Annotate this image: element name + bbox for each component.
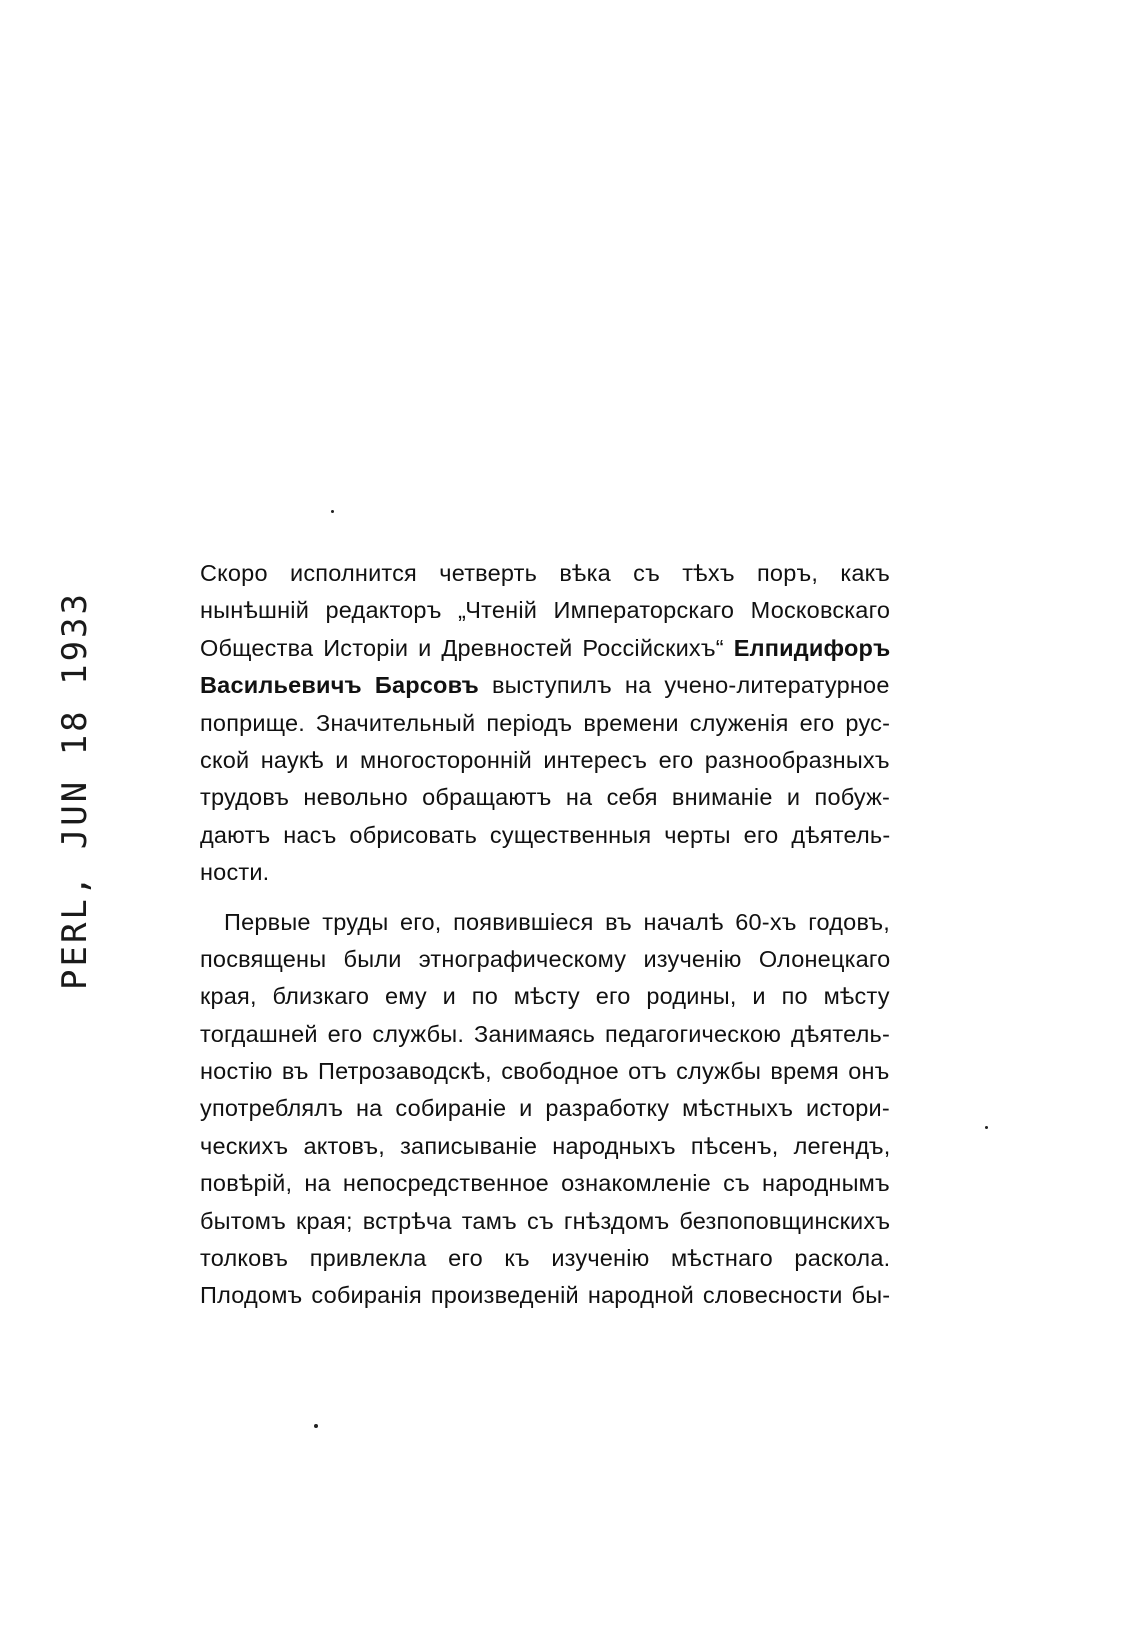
text-line (200, 592, 890, 629)
text-line (200, 1090, 890, 1127)
line-text: ческихъ актовъ, записываніе народныхъ пѣсенъ, легендъ, (200, 1132, 891, 1159)
line-text: ностію въ Петрозаводскѣ, свободное отъ службы время онъ (200, 1058, 890, 1085)
line-text: употреблялъ на собираніе и разработку мѣстныхъ истори- (200, 1095, 890, 1122)
text-line (200, 978, 890, 1015)
text-line (200, 1240, 890, 1277)
ink-speck (314, 1424, 318, 1428)
line-text: Первые труды его, появившіеся въ началѣ 60-хъ годовъ, (224, 908, 890, 935)
line-text: посвящены были этнографическому изученію Олонецкаго (200, 945, 891, 972)
ink-speck (985, 1126, 988, 1129)
line-text: тогдашней его службы. Занимаясь педагогическою дѣятель- (200, 1020, 890, 1047)
text-line (200, 705, 890, 742)
library-stamp: PERL, JUN 18 1933 (55, 591, 95, 990)
line-text: Скоро исполнится четверть вѣка съ тѣхъ поръ, какъ (200, 560, 891, 586)
text-line (200, 1277, 890, 1314)
text-line (200, 1203, 890, 1240)
ink-speck (331, 510, 334, 513)
text-line (200, 1016, 890, 1053)
text-line (200, 817, 890, 854)
line-text: толковъ привлекла его къ изученію мѣстнаго раскола. (200, 1245, 891, 1272)
body-text (200, 555, 890, 1315)
text-line (200, 1165, 890, 1202)
line-text: ности. (200, 859, 270, 886)
paragraph-1 (200, 555, 890, 892)
text-line (200, 555, 890, 592)
author-name: Васильевичъ Барсовъ (200, 672, 479, 699)
text-line (200, 1053, 890, 1090)
text-line (200, 742, 890, 779)
paragraph-gap (200, 892, 890, 904)
line-text: Плодомъ собиранія произведеній народной словесности бы- (200, 1282, 891, 1309)
line-text: нынѣшній редакторъ „Чтеній Императорскаго Московскаго (200, 597, 891, 624)
line-text: трудовъ невольно обращаютъ на себя вниманіе и побуж- (200, 784, 891, 811)
text-line (200, 854, 890, 891)
text-line (200, 904, 890, 941)
line-text: выступилъ на учено-литературное (478, 672, 890, 699)
line-text: поприще. Значительный періодъ времени служенія его рус- (200, 709, 891, 736)
text-line (200, 667, 890, 704)
author-first-name: Елпидифоръ (733, 634, 891, 661)
line-text: ской наукѣ и многосторонній интересъ его разнообразныхъ (200, 746, 890, 773)
paragraph-2 (200, 904, 890, 1315)
line-text: края, близкаго ему и по мѣсту его родины, и по мѣсту (200, 983, 890, 1010)
line-text: повѣрій, на непосредственное ознакомленіе съ народнымъ (200, 1170, 890, 1197)
line-text: бытомъ края; встрѣча тамъ съ гнѣздомъ безпоповщинскихъ (200, 1207, 891, 1234)
text-line (200, 1128, 890, 1165)
text-line (200, 630, 890, 667)
line-text: Общества Исторіи и Древностей Россійскихъ“ (200, 634, 734, 661)
line-text: даютъ насъ обрисовать существенныя черты его дѣятель- (200, 821, 891, 848)
text-line (200, 779, 890, 816)
text-line (200, 941, 890, 978)
